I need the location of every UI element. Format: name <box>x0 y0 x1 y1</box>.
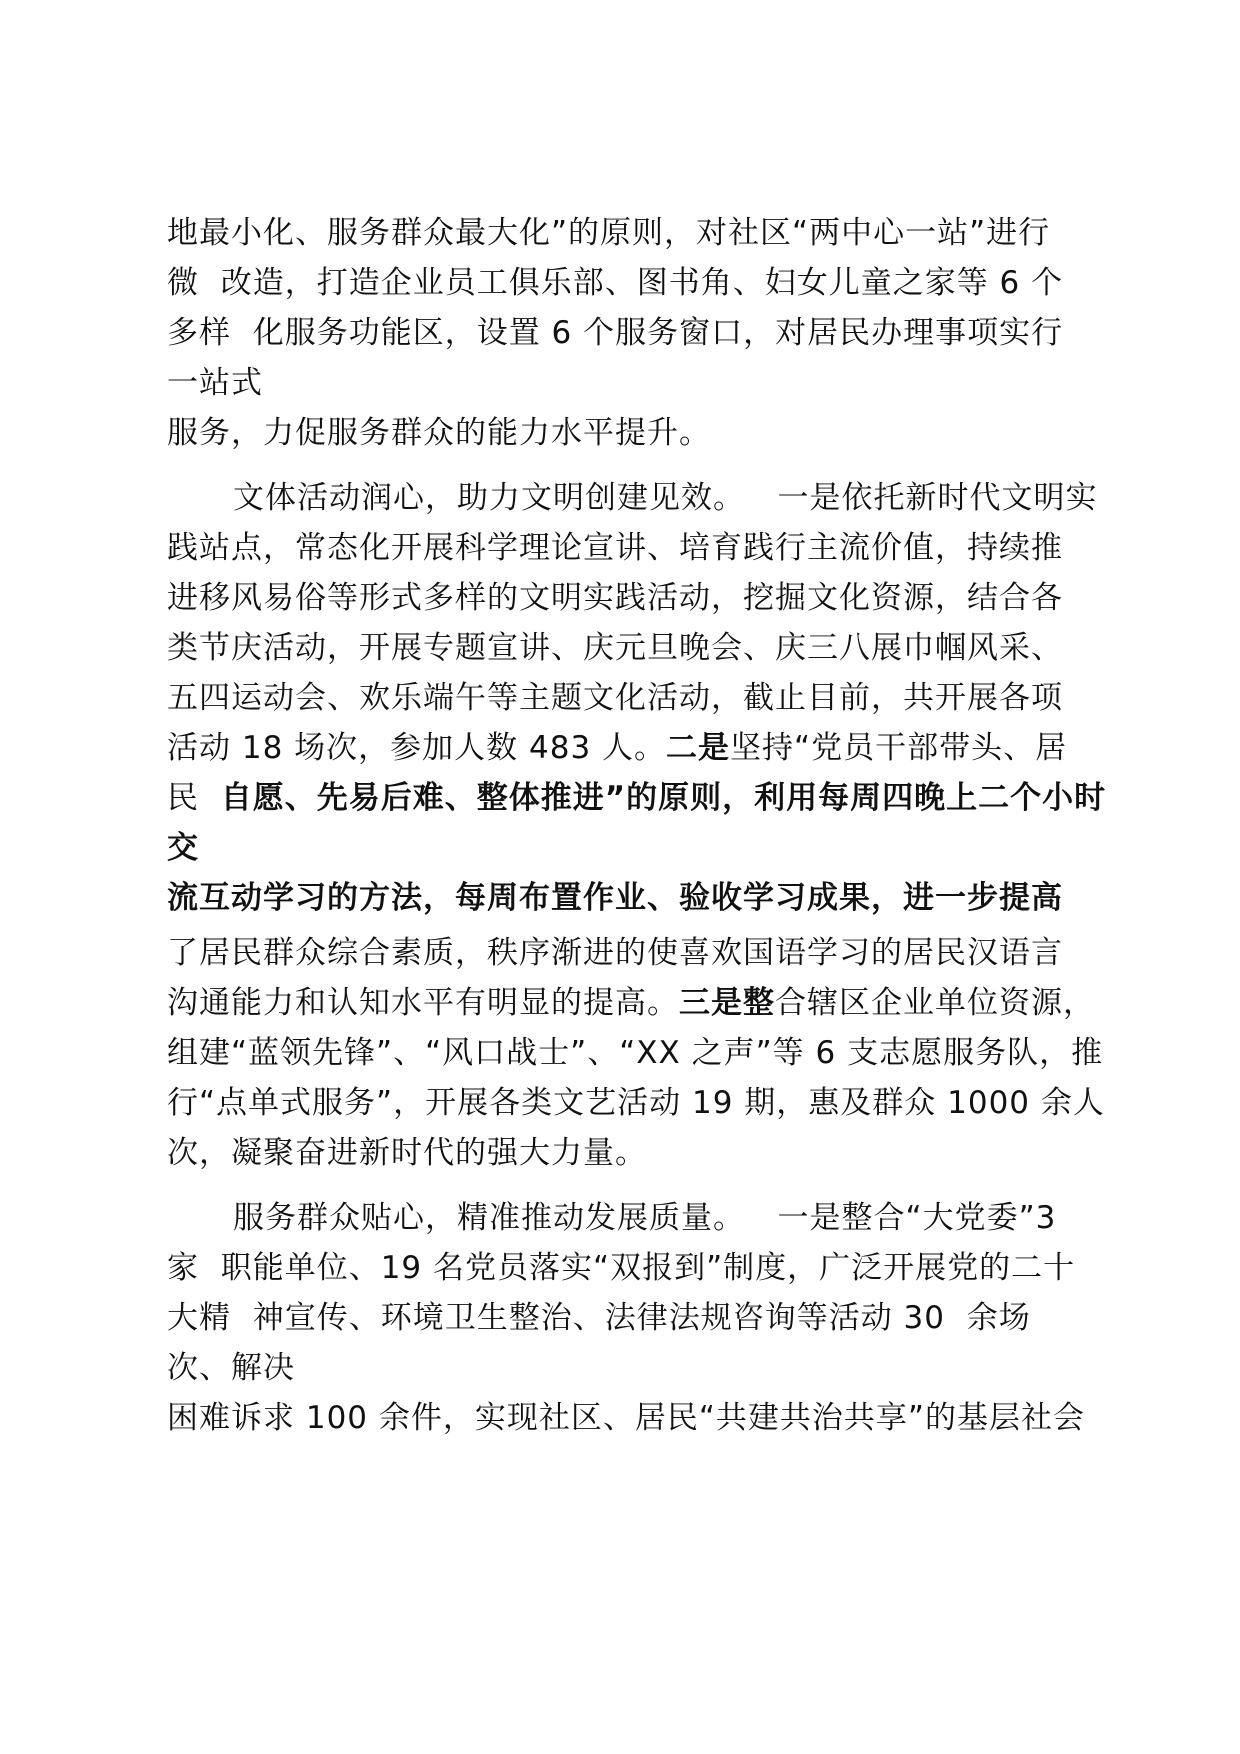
text-line: 多样 化服务功能区，设置 6 个服务窗口，对居民办理事项实行 <box>167 315 1064 351</box>
text-line: 了居民群众综合素质，秩序渐进的使喜欢国语学习的居民汉语言 <box>167 935 1063 971</box>
bold-line: 流互动学习的方法，每周布置作业、验收学习成果，进一步提高 <box>167 880 1063 916</box>
text-segment: 沟通能力和认知水平有明显的提高。 <box>167 985 679 1021</box>
text-line: 行“点单式服务”，开展各类文艺活动 19 期，惠及群众 1000 余人 <box>167 1085 1105 1121</box>
text-line: 家 职能单位、19 名党员落实“双报到”制度，广泛开展党的二十 <box>167 1250 1076 1286</box>
text-line <box>167 778 1106 818</box>
text-line: 大精 神宣传、环境卫生整治、法律法规咨询等活动 30 余场 <box>167 1300 1031 1336</box>
text-line: 五四运动会、欢乐端午等主题文化活动，截止目前，共开展各项 <box>167 680 1063 716</box>
paragraph-heading-line: 服务群众贴心，精准推动发展质量。 一是整合“大党委”3 <box>233 1200 1057 1236</box>
text-segment: 活动 18 场次，参加人数 483 人。 <box>167 730 667 766</box>
bold-line: 交 <box>167 830 199 866</box>
text-segment: 坚持“党员干部带头、居 <box>730 730 1068 766</box>
text-line: 践站点，常态化开展科学理论宣讲、培育践行主流价值，持续推 <box>167 530 1063 566</box>
text-line: 地最小化、服务群众最大化”的原则，对社区“两中心一站”进行 <box>167 215 1051 251</box>
text-line: 困难诉求 100 余件，实现社区、居民“共建共治共享”的基层社会 <box>167 1400 1085 1436</box>
bold-segment: 自愿、先易后难、整体推进”的原则，利用每周四晚上二个小时 <box>220 780 1107 816</box>
text-line <box>167 728 1067 768</box>
text-line: 组建“蓝领先锋”、“风口战士”、“XX 之声”等 6 支志愿服务队，推 <box>167 1035 1104 1071</box>
text-line: 服务，力促服务群众的能力水平提升。 <box>167 415 711 451</box>
text-segment: 民 <box>167 780 221 816</box>
text-line: 微 改造，打造企业员工俱乐部、图书角、妇女儿童之家等 6 个 <box>167 265 1064 301</box>
text-line <box>167 983 1095 1023</box>
text-line: 次，凝聚奋进新时代的强大力量。 <box>167 1135 647 1171</box>
text-line: 类节庆活动，开展专题宣讲、庆元旦晚会、庆三八展巾帼风采、 <box>167 630 1063 666</box>
bold-segment: 二是 <box>666 730 731 766</box>
paragraph-heading-line: 文体活动润心，助力文明创建见效。 一是依托新时代文明实 <box>233 480 1098 516</box>
bold-segment: 三是整 <box>679 985 775 1021</box>
text-line: 进移风易俗等形式多样的文明实践活动，挖掘文化资源，结合各 <box>167 580 1063 616</box>
text-line: 次、解决 <box>167 1350 295 1386</box>
text-line: 一站式 <box>167 365 263 401</box>
text-segment: 合辖区企业单位资源， <box>775 985 1095 1021</box>
